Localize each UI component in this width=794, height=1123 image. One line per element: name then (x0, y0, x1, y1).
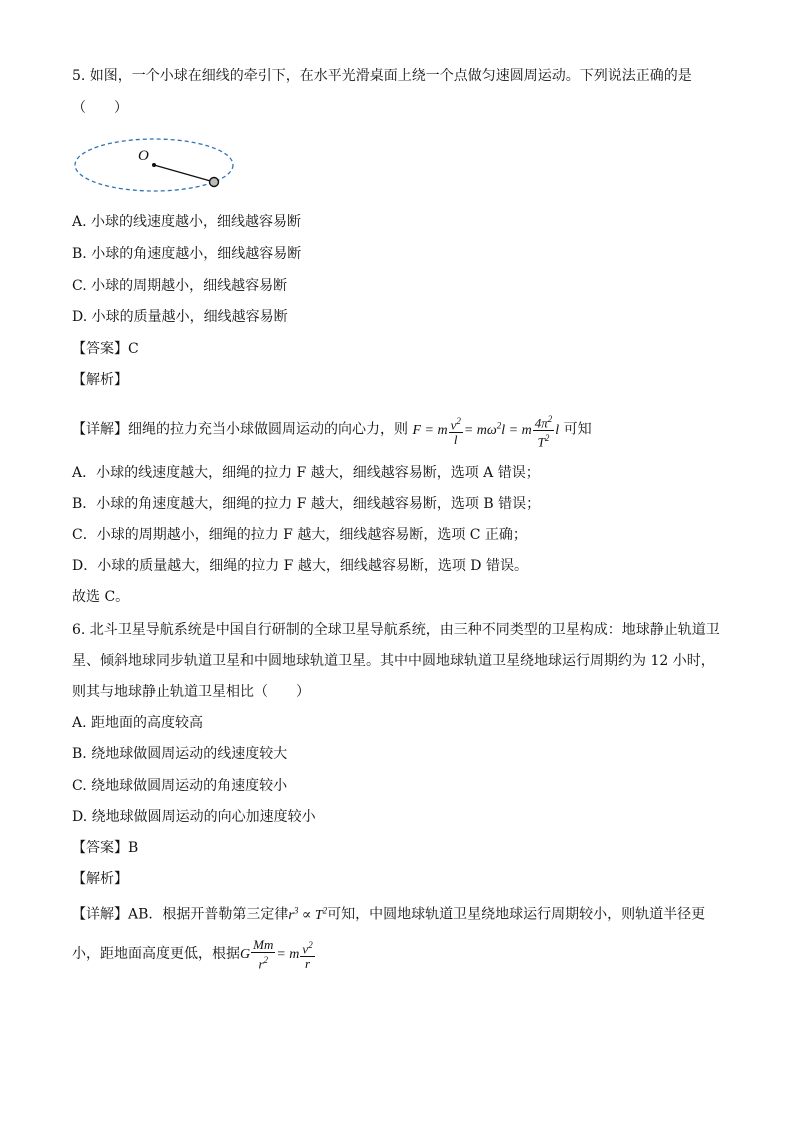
answer-tag: 【答案】 (72, 341, 128, 357)
q5-explanation-a: A．小球的线速度越大，细绳的拉力 F 越大，细线越容易断，选项 A 错误； (72, 465, 540, 481)
formula-centripetal: F = m $\frac{v^2}{l}$ = $m\omega^2l = m$ $\frac{4\pi^2}{T^2}$ l (412, 413, 560, 450)
formula-kepler: $r^3 \propto T^2$ (288, 905, 328, 923)
q5-option-b: B. 小球的角速度越小，细线越容易断 (72, 246, 302, 262)
q5-explanation-b: B．小球的角速度越大，细绳的拉力 F 越大，细线越容易断，选项 B 错误； (72, 496, 541, 512)
q5-option-a: A. 小球的线速度越小，细线越容易断 (72, 214, 302, 230)
q5-option-d: D. 小球的质量越小，细线越容易断 (72, 309, 288, 325)
q6-detail-line-2 (72, 937, 316, 972)
detail-prefix: 小，距地面高度更低，根据 (72, 946, 240, 962)
q5-stem: 5. 如图，一个小球在细线的牵引下，在水平光滑桌面上绕一个点做匀速圆周运动。下列说法正确的是 (72, 68, 692, 84)
q6-option-d: D. 绕地球做圆周运动的向心加速度较小 (72, 809, 316, 825)
detail-prefix: 【详解】AB．根据开普勒第三定律 (72, 906, 289, 923)
answer-value: B (128, 840, 139, 856)
detail-suffix: 可知 (563, 421, 592, 438)
q6-option-c: C. 绕地球做圆周运动的角速度较小 (72, 778, 288, 794)
q6-stem-line-1: 6. 北斗卫星导航系统是中国自行研制的全球卫星导航系统，由三种不同类型的卫星构成：地球静止轨道卫 (72, 622, 720, 638)
q5-detail (72, 408, 592, 449)
q5-conclusion: 故选 C。 (72, 589, 130, 605)
q6-analysis-tag: 【解析】 (72, 871, 128, 887)
q6-stem-line-3: 则其与地球静止轨道卫星相比（ ） (72, 684, 310, 700)
circular-motion-figure (74, 136, 236, 196)
q6-option-b: B. 绕地球做圆周运动的线速度较大 (72, 746, 288, 762)
formula-gravitation: G $\frac{Mm}{r^2}$ = m $\frac{v^2}{r}$ (240, 937, 313, 972)
answer-tag: 【答案】 (72, 840, 128, 856)
q6-option-a: A. 距地面的高度较高 (72, 715, 204, 731)
answer-value: C (128, 341, 139, 357)
q5-explanation-d: D．小球的质量越大，细绳的拉力 F 越大，细线越容易断，选项 D 错误。 (72, 558, 528, 574)
q6-stem-line-2: 星、倾斜地球同步轨道卫星和中圆地球轨道卫星。其中中圆地球轨道卫星绕地球运行周期约为 12 小时， (72, 653, 715, 669)
q5-answer (72, 339, 139, 359)
q5-analysis-tag: 【解析】 (72, 372, 128, 388)
detail-suffix: 可知，中圆地球轨道卫星绕地球运行周期较小，则轨道半径更 (327, 906, 706, 923)
detail-prefix: 【详解】细绳的拉力充当小球做圆周运动的向心力，则 (72, 421, 408, 438)
q5-paren: （ ） (72, 100, 128, 116)
q6-detail-line-1 (72, 900, 705, 926)
q5-option-c: C. 小球的周期越小，细线越容易断 (72, 278, 288, 294)
q5-explanation-c: C．小球的周期越小，细绳的拉力 F 越大，细线越容易断，选项 C 正确； (72, 527, 527, 543)
q6-answer (72, 838, 138, 858)
center-point-label: O (138, 148, 149, 164)
